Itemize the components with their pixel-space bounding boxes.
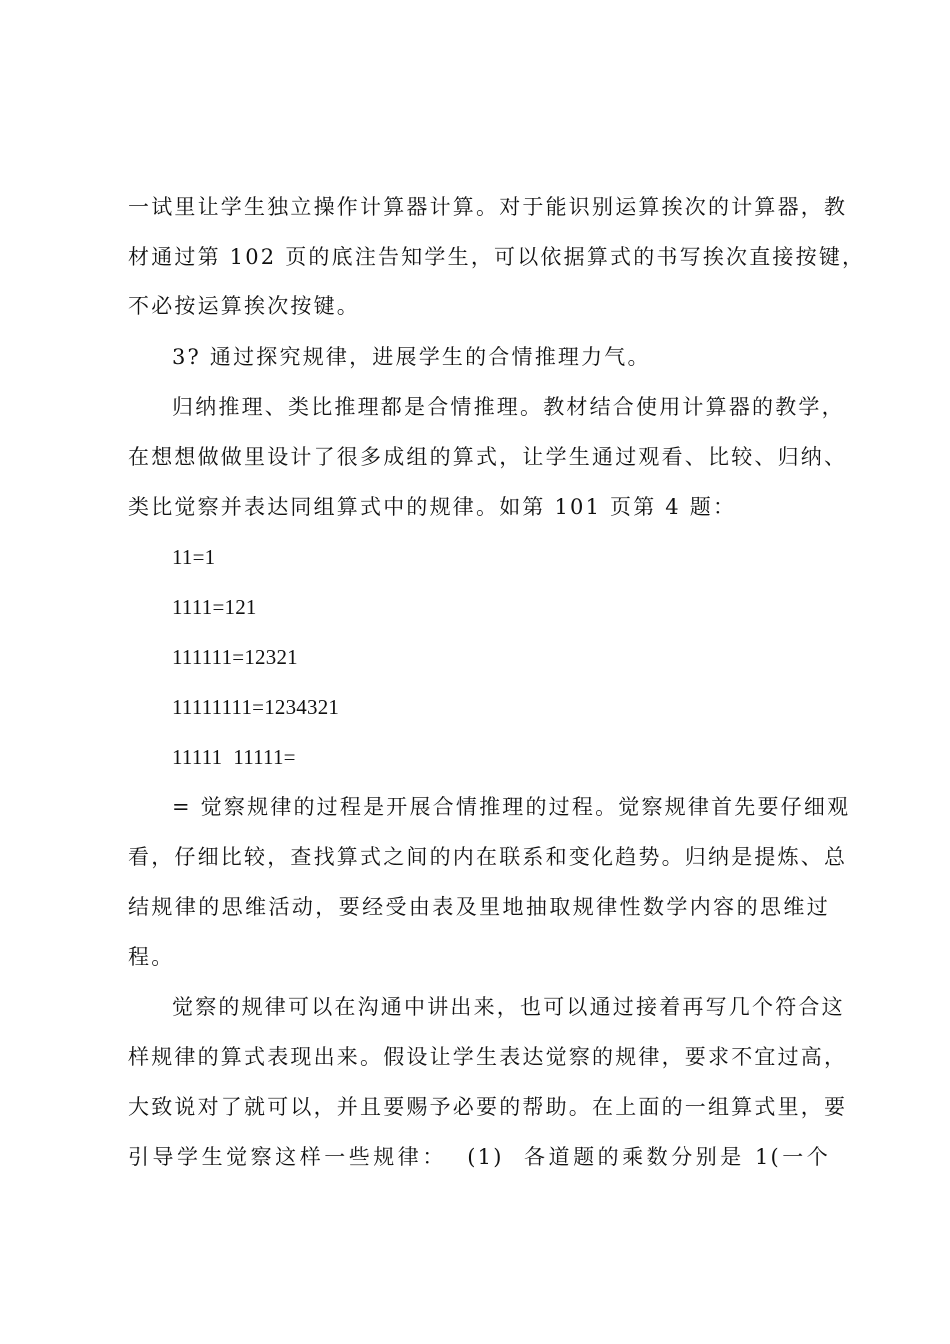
paragraph-line: 归纳推理、类比推理都是合情推理。教材结合使用计算器的教学， [172,395,845,419]
paragraph-line: 程。 [128,945,175,969]
paragraph-line: 一试里让学生独立操作计算器计算。对于能识别运算挨次的计算器，教 [128,195,848,219]
paragraph-line: 大致说对了就可以，并且要赐予必要的帮助。在上面的一组算式里，要 [128,1095,848,1119]
paragraph-line: 看，仔细比较，查找算式之间的内在联系和变化趋势。归纳是提炼、总 [128,845,848,869]
paragraph-line: 结规律的思维活动，要经受由表及里地抽取规律性数学内容的思维过 [128,895,830,919]
paragraph-line: 引导学生觉察这样一些规律： (1) 各道题的乘数分别是 1(一个 [128,1145,830,1169]
paragraph-line: 样规律的算式表现出来。假设让学生表达觉察的规律，要求不宜过高， [128,1045,848,1069]
paragraph-line: 不必按运算挨次按键。 [128,294,360,318]
paragraph-line: 材通过第 102 页的底注告知学生，可以依据算式的书写挨次直接按键， [128,245,866,269]
paragraph-line: 类比觉察并表达同组算式中的规律。如第 101 页第 4 题： [128,495,737,519]
paragraph-line: 觉察的规律可以在沟通中讲出来，也可以通过接着再写几个符合这 [172,995,845,1019]
paragraph-line: 在想想做做里设计了很多成组的算式，让学生通过观看、比较、归纳、 [128,445,848,469]
equation-line: 11=1 [172,545,216,569]
equation-line: 11111111=1234321 [172,695,340,719]
equation-line: 111111=12321 [172,645,298,669]
equation-line: 11111 11111= [172,745,296,769]
equation-line: 1111=121 [172,595,257,619]
paragraph-line: = 觉察规律的过程是开展合情推理的过程。觉察规律首先要仔细观 [172,795,851,819]
section-heading: 3? 通过探究规律，进展学生的合情推理力气。 [172,345,651,369]
